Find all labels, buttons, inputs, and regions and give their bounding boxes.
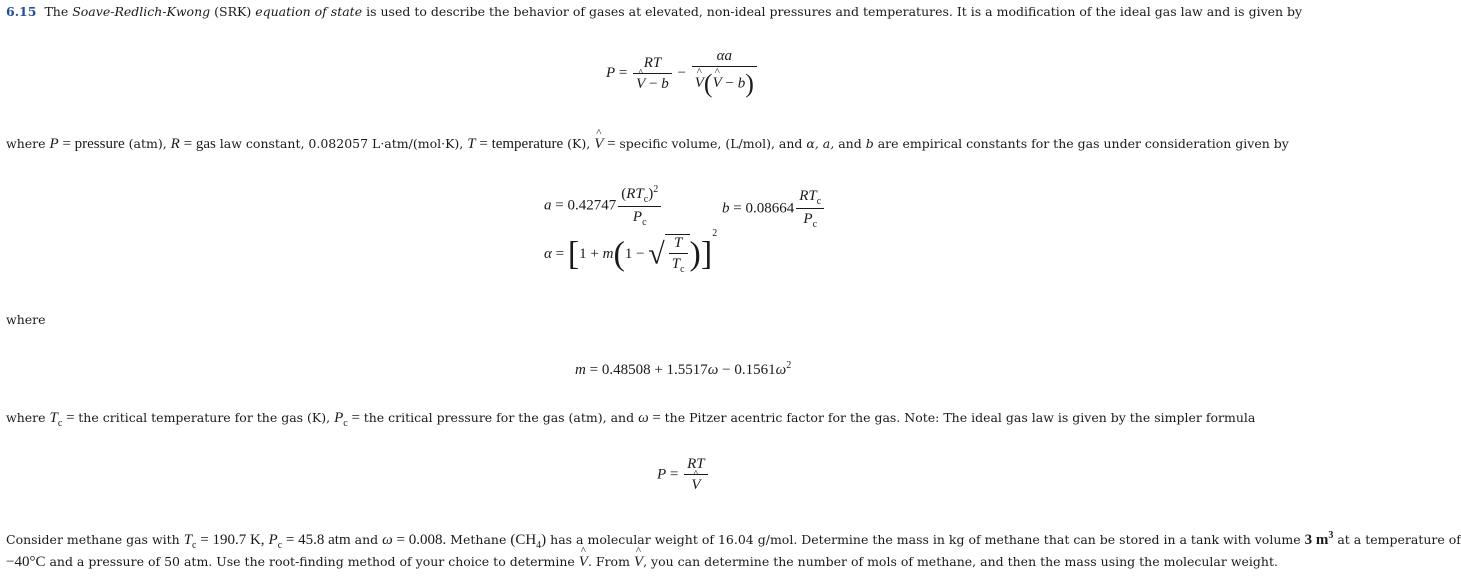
m-equation: $m = 0.48508 + 1.5517\omega - 0.1561\omega^2$ — [575, 360, 792, 378]
task-line-2: −40°C and a pressure of 50 atm. Use the root-finding method of your choice to determine ^ V. From ^ V, you can determine the number of mols of methane, and then the mass using the molecular weight. — [6, 554, 1278, 571]
definitions-line: where P = pressure (atm), R = gas law constant, 0.082057 L·atm/(mol·K), T = temperature (K), ^ V = specific volume, (L/mol), and α, a, and b are empirical constants for the gas under consideration given by — [6, 136, 1289, 153]
problem-number: 6.15 — [6, 4, 37, 19]
where-label: where — [6, 312, 46, 327]
problem-intro: 6.15 The Soave-Redlich-Kwong (SRK) equation of state is used to describe the behavior of gases at elevated, non-ideal pressures and temperatures. It is a modification of the ideal gas law and is given by — [6, 4, 1303, 19]
a-equation: a = 0.42747 $\frac{(RT_c)^2}{P_c}$ — [544, 184, 663, 228]
task-line-1: Consider methane gas with $T_c = 190.7$ K, $P_c = 45.8$ atm and ω = 0.008. Methane $(CH_4)$ has a molecular weight of 16.04 g/mol. Determine the mass in kg of methane that can be stored in a tank with volume 3 $m^3$ at a temperature of — [6, 530, 1461, 551]
srk-equation: P = RT ^ V − b − αa ^ V(^ V − b) — [606, 48, 759, 99]
critical-definitions-line: where $T_c$ = the critical temperature for the gas (K), $P_c$ = the critical pressure for the gas (atm), and ω = the Pitzer acentric factor for the gas. Note: The ideal gas law is given by the simpler formula — [6, 410, 1256, 429]
ideal-gas-equation: P = RT ^ V — [657, 456, 710, 494]
alpha-equation: α = [1 + m(1 − √ $\frac{T}{T_c}$ )]$^2$ — [544, 228, 718, 276]
b-equation: b = 0.08664 $\frac{RT_c}{P_c}$ — [722, 188, 826, 230]
